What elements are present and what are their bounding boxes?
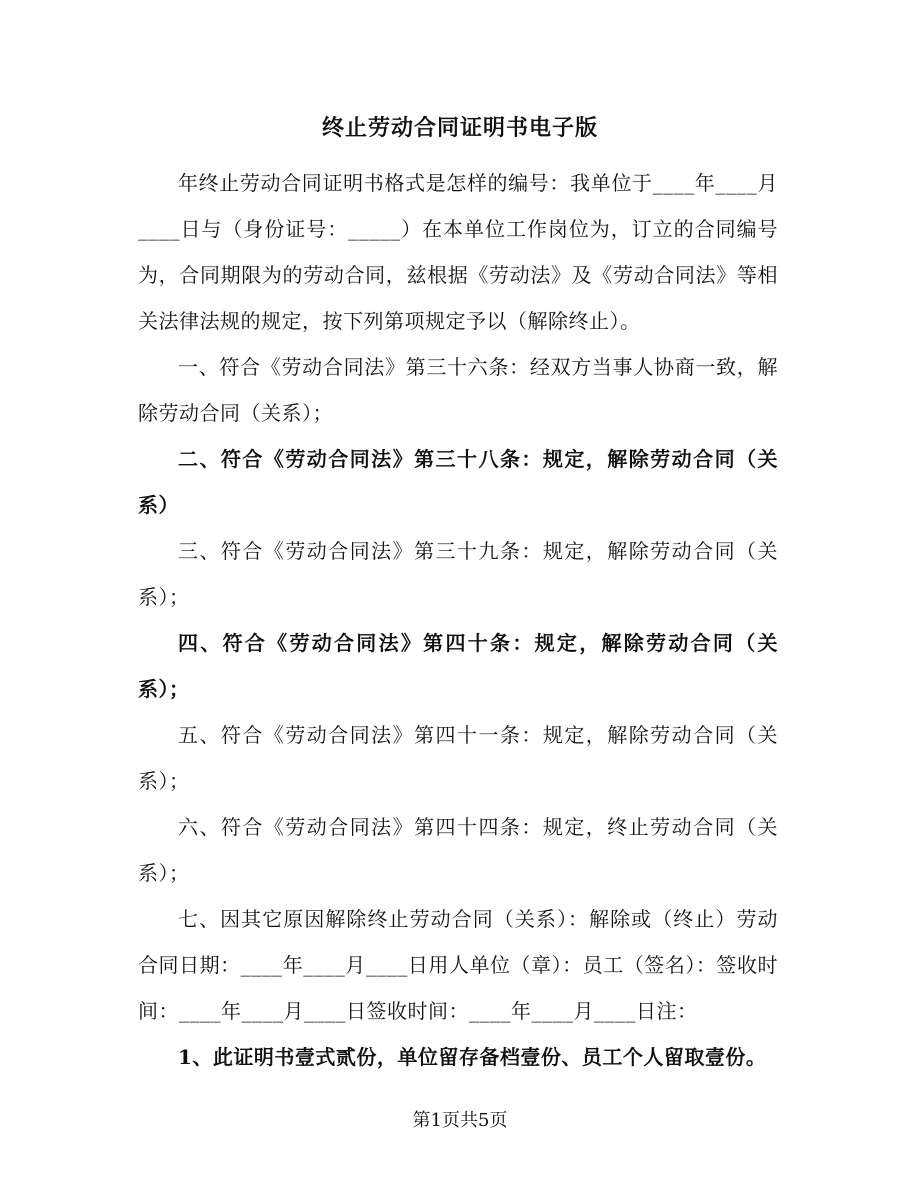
- clause-2: 二、符合《劳动合同法》第三十八条：规定，解除劳动合同（关系）: [138, 447, 778, 517]
- note-1: 1、此证明书壹式贰份，单位留存备档壹份、员工个人留取壹份。: [178, 1045, 767, 1069]
- document-body: [138, 160, 778, 1080]
- intro-paragraph: 年终止劳动合同证明书格式是怎样的编号：我单位于____年____月____日与（身份证号：_____）在本单位工作岗位为，订立的合同编号为，合同期限为的劳动合同，兹根据《劳动法》及《劳动合同法》等相关法律法规的规定，按下列第项规定予以（解除终止）。: [138, 171, 778, 333]
- clause-5: 五、符合《劳动合同法》第四十一条：规定，解除劳动合同（关系）；: [138, 723, 778, 793]
- clause-3: 三、符合《劳动合同法》第三十九条：规定，解除劳动合同（关系）；: [138, 539, 778, 609]
- clause-4: 四、符合《劳动合同法》第四十条：规定，解除劳动合同（关系）；: [138, 631, 778, 701]
- clause-1: 一、符合《劳动合同法》第三十六条：经双方当事人协商一致，解除劳动合同（关系）；: [138, 355, 778, 425]
- clause-7: 七、因其它原因解除终止劳动合同（关系）：解除或（终止）劳动合同日期：____年____月____日用人单位（章）：员工（签名）：签收时间：____年____月____日签收时间：____年____月____日注：: [138, 907, 778, 1023]
- clause-6: 六、符合《劳动合同法》第四十四条：规定，终止劳动合同（关系）；: [138, 815, 778, 885]
- document-title: 终止劳动合同证明书电子版: [321, 115, 598, 141]
- page-indicator: 第1页共5页: [412, 1110, 508, 1131]
